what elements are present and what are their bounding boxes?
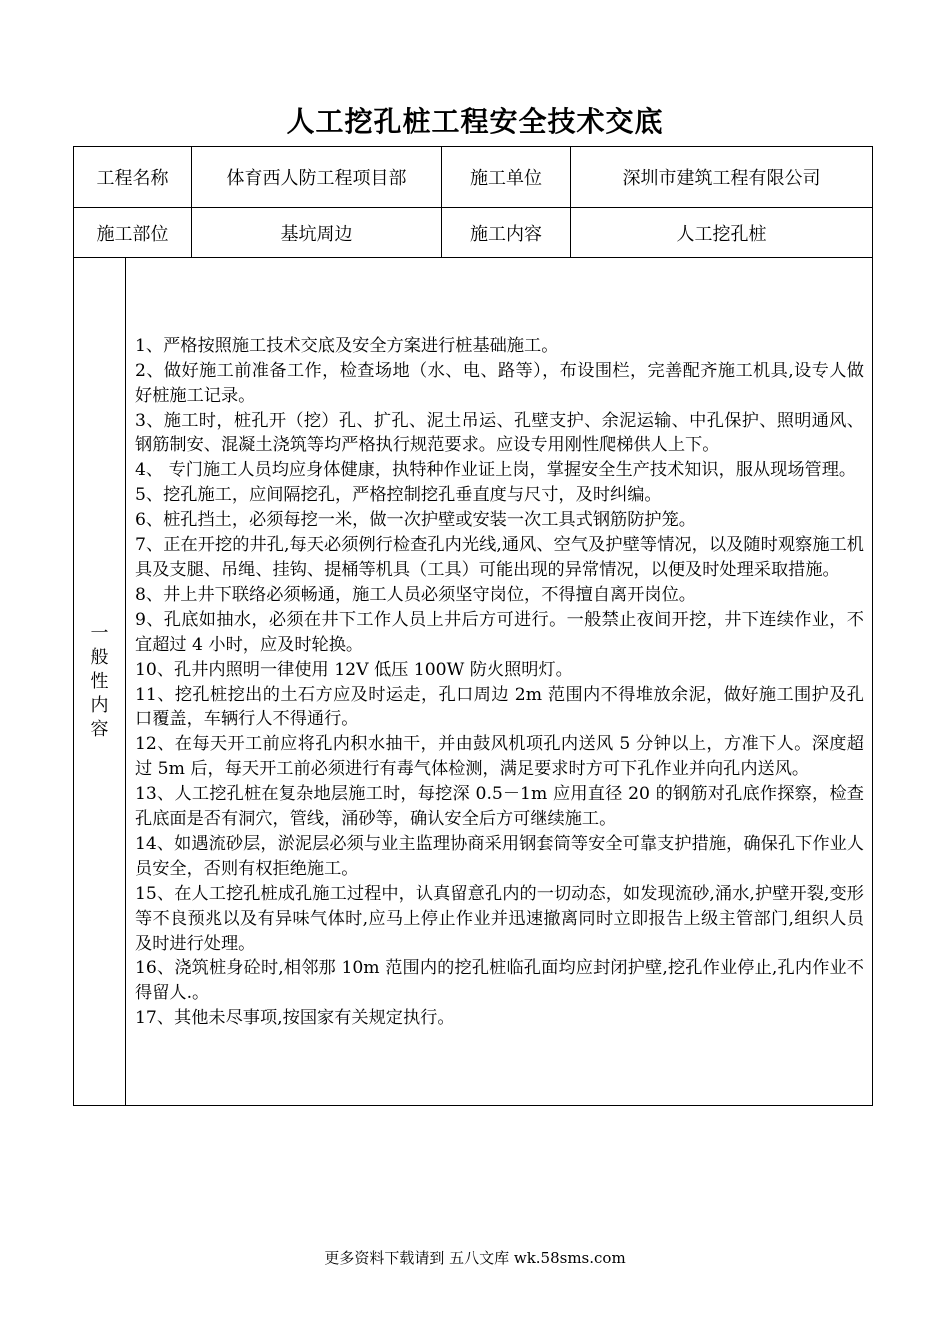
row-project xyxy=(74,147,873,208)
label-char: 容 xyxy=(90,718,109,740)
list-item: 8、井上井下联络必须畅通，施工人员必须坚守岗位，不得擅自离开岗位。 xyxy=(135,584,696,605)
list-item: 14、如遇流砂层，淤泥层必须与业主监理协商采用钢套筒等安全可靠支护措施，确保孔下作业人员安全，否则有权拒绝施工。 xyxy=(135,833,864,879)
general-content-body xyxy=(126,258,873,1106)
content-label: 施工内容 xyxy=(442,208,571,258)
list-item: 4、 专门施工人员均应身体健康，执特种作业证上岗，掌握安全生产技术知识，服从现场管理。 xyxy=(135,460,857,481)
list-item: 2、做好施工前准备工作，检查场地（水、电、路等），布设围栏，完善配齐施工机具,设专人做好桩施工记录。 xyxy=(135,360,864,406)
list-item: 1、严格按照施工技术交底及安全方案进行桩基础施工。 xyxy=(135,335,559,356)
footer-link-text: 更多资料下载请到 五八文库 wk.58sms.com xyxy=(324,1249,626,1267)
project-name-value: 体育西人防工程项目部 xyxy=(192,147,442,208)
label-char: 般 xyxy=(90,646,109,668)
list-item: 6、桩孔挡土，必须每挖一米，做一次护壁或安装一次工具式钢筋防护笼。 xyxy=(135,510,696,531)
list-item: 11、挖孔桩挖出的土石方应及时运走，孔口周边 2m 范围内不得堆放余泥，做好施工围护及孔口覆盖，车辆行人不得通行。 xyxy=(135,684,864,730)
location-label: 施工部位 xyxy=(74,208,192,258)
list-item: 12、在每天开工前应将孔内积水抽干，并由鼓风机项孔内送风 5 分钟以上，方准下人。深度超过 5m 后，每天开工前必须进行有毒气体检测，满足要求时方可下孔作业并向孔内送风。 xyxy=(135,734,864,780)
project-name-label: 工程名称 xyxy=(74,147,192,208)
list-item: 13、人工挖孔桩在复杂地层施工时，每挖深 0.5－1m 应用直径 20 的钢筋对孔底作探察，检查孔底面是否有洞穴，管线，涌砂等，确认安全后方可继续施工。 xyxy=(135,784,864,830)
list-item: 3、施工时，桩孔开（挖）孔、扩孔、泥土吊运、孔壁支护、余泥运输、中孔保护、照明通风、钢筋制安、混凝土浇筑等均严格执行规范要求。应设专用刚性爬梯供人上下。 xyxy=(135,410,864,456)
general-content-label xyxy=(74,258,126,1106)
list-item: 7、正在开挖的井孔,每天必须例行检查孔内光线,通风、空气及护壁等情况，以及随时观察施工机具及支腿、吊绳、挂钩、提桶等机具（工具）可能出现的异常情况，以便及时处理采取措施。 xyxy=(135,535,864,580)
list-item: 16、浇筑桩身砼时,相邻那 10m 范围内的挖孔桩临孔面均应封闭护壁,挖孔作业停止,孔内作业不得留人.。 xyxy=(135,958,864,1004)
label-char: 一 xyxy=(90,622,109,644)
list-item: 5、挖孔施工，应间隔挖孔，严格控制挖孔垂直度与尺寸，及时纠编。 xyxy=(135,485,662,506)
row-location xyxy=(74,208,873,258)
list-item: 10、孔井内照明一律使用 12V 低压 100W 防火照明灯。 xyxy=(135,659,573,680)
list-item: 17、其他未尽事项,按国家有关规定执行。 xyxy=(135,1008,455,1029)
contractor-value: 深圳市建筑工程有限公司 xyxy=(571,147,873,208)
list-item: 15、在人工挖孔桩成孔施工过程中，认真留意孔内的一切动态，如发现流砂,涌水,护壁开裂,变形等不良预兆以及有异味气体时,应马上停止作业并迅速撤离同时立即报告上级主管部门,组织人员及时进行处理。 xyxy=(135,883,864,954)
list-item: 9、孔底如抽水，必须在井下工作人员上井后方可进行。一般禁止夜间开挖，井下连续作业，不宜超过 4 小时，应及时轮换。 xyxy=(135,609,864,655)
contractor-label: 施工单位 xyxy=(442,147,571,208)
label-char: 性 xyxy=(90,670,109,692)
content-value: 人工挖孔桩 xyxy=(571,208,873,258)
document-title: 人工挖孔桩工程安全技术交底 xyxy=(286,105,664,138)
safety-briefing-table xyxy=(73,146,873,1106)
location-value: 基坑周边 xyxy=(192,208,442,258)
row-general-content xyxy=(74,258,873,1106)
label-char: 内 xyxy=(90,694,109,716)
